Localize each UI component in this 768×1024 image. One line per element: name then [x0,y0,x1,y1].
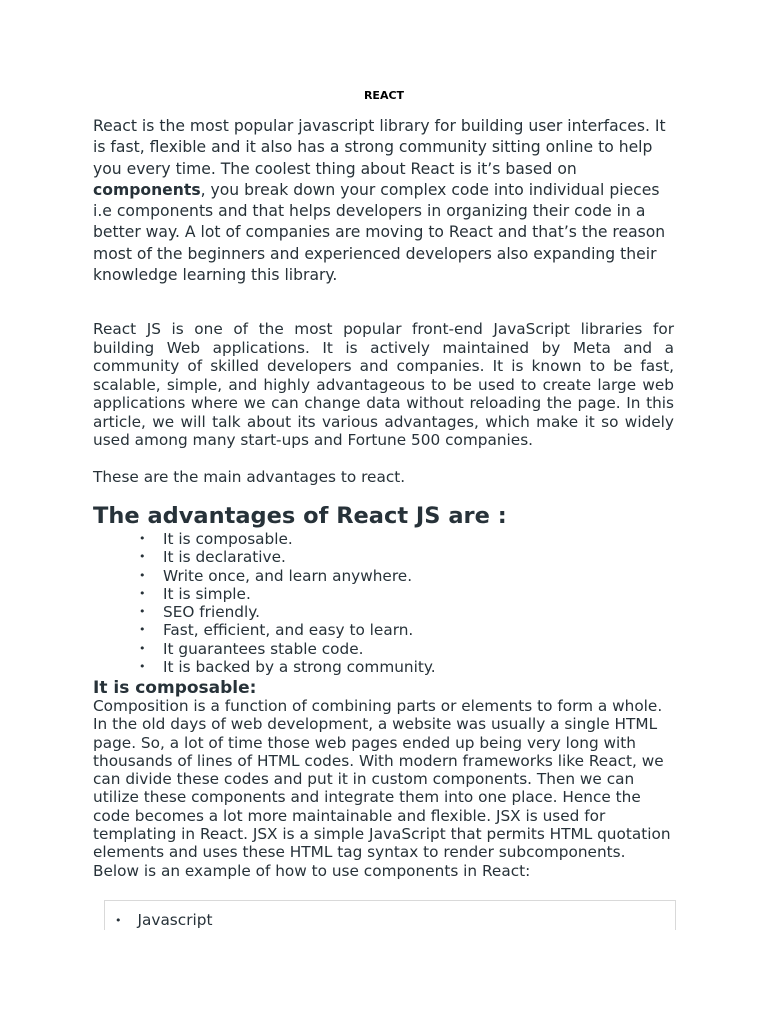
list-item: • It is backed by a strong community. [139,658,679,676]
react-js-paragraph: React JS is one of the most popular front-end JavaScript libraries for building Web applications. It is actively maintained by Meta and a community of skilled developers and companies. It is known to be fast, scalable, simple, and highly advantageous to be used to create large web applications where we can change data without reloading the page. In this article, we will talk about its various advantages, which make it so widely used among many start-ups and Fortune 500 companies. [93,320,674,449]
composable-paragraph [93,697,679,880]
list-item: • It is declarative. [139,548,679,566]
advantages-heading: The advantages of React JS are : [93,503,507,529]
advantages-lead-in: These are the main advantages to react. [93,468,406,486]
document-title: REACT [363,89,405,102]
list-item: • Write once, and learn anywhere. [139,567,679,585]
composable-heading: It is composable: [93,678,257,698]
intro-bold-components: components [93,180,201,199]
intro-paragraph [93,116,678,286]
list-item: • SEO friendly. [139,603,679,621]
advantages-list [139,530,679,676]
code-example-box [104,900,676,930]
composable-body: Composition is a function of combining parts or elements to form a whole. In the old days of web development, a website was usually a single HTML page. So, a lot of time those web pages ended up being very long with thousands of lines of HTML codes. With modern frameworks like React, we can divide these codes and put it in custom components. Then we can utilize these components and integrate them into one place. Hence the code becomes a lot more maintainable and flexible. JSX is used for templating in React. JSX is a simple JavaScript that permits HTML quotation elements and uses these HTML tag syntax to render subcomponents. [93,697,671,862]
list-item: • Fast, efficient, and easy to learn. [139,621,679,639]
list-item: • It guarantees stable code. [139,640,679,658]
intro-text-start: React is the most popular javascript library for building user interfaces. It is fast, flexible and it also has a strong community sitting online to help you every time. The coolest thing about React is it’s based on [93,117,666,178]
intro-text-end: , you break down your complex code into individual pieces i.e components and that helps developers in organizing their code in a better way. A lot of companies are moving to React and that’s the reason most of the beginners and experienced developers also expanding their knowledge learning this library. [93,180,666,285]
example-intro: Below is an example of how to use components in React: [93,861,531,880]
list-item: • It is simple. [139,585,679,603]
code-language-tab[interactable]: • Javascript [115,911,212,931]
list-item: • It is composable. [139,530,679,548]
